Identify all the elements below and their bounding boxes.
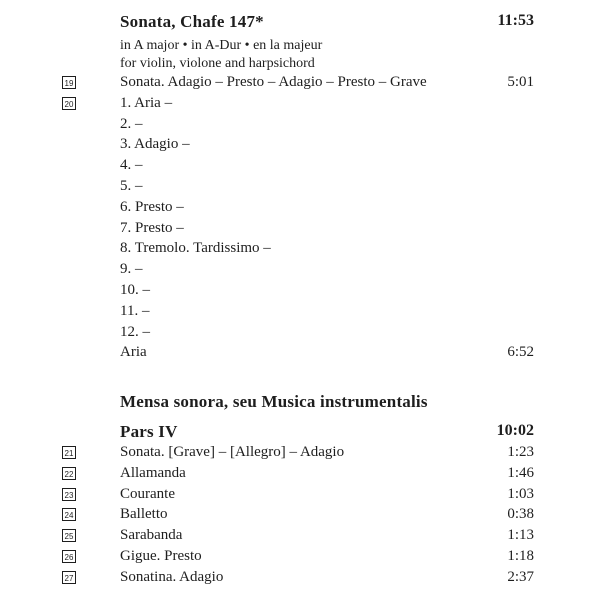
track-title: 3. Adagio – [120, 136, 190, 153]
track-title: 7. Presto – [120, 219, 184, 236]
track-title: Sonata. Adagio – Presto – Adagio – Presto – Grave [120, 74, 427, 90]
track-title: 8. Tremolo. Tardissimo – [120, 240, 271, 257]
track-duration: 5:01 [507, 74, 534, 90]
track-title: Sonatina. Adagio [120, 568, 224, 585]
track-duration: 0:38 [507, 506, 534, 523]
track-title: 6. Presto – [120, 198, 184, 215]
sonata-title: Sonata, Chafe 147* [120, 12, 264, 31]
track-row [120, 525, 534, 546]
track-duration: 1:18 [507, 548, 534, 564]
track-row [120, 442, 534, 463]
track-row [120, 342, 534, 363]
track-row [120, 504, 534, 525]
track-title: 10. – [120, 282, 150, 298]
track-number-badge: 25 [62, 529, 76, 542]
track-duration: 6:52 [507, 344, 534, 361]
track-row [120, 567, 534, 588]
pars-title: Pars IV [120, 422, 178, 441]
track-row [120, 484, 534, 505]
track-row [120, 155, 534, 176]
track-row [120, 259, 534, 280]
sonata-key: in A major • in A-Dur • en la majeur [120, 38, 323, 53]
track-title: Aria [120, 344, 147, 361]
track-title: Allamanda [120, 464, 186, 481]
pars-heading [120, 422, 534, 443]
sonata-instruments: for violin, violone and harpsichord [120, 56, 315, 71]
track-number-badge: 19 [62, 76, 76, 89]
sonata-heading [120, 12, 534, 33]
sonata-duration: 11:53 [497, 12, 534, 29]
track-duration: 1:23 [507, 444, 534, 460]
track-row [120, 134, 534, 155]
track-title: Sarabanda [120, 527, 183, 544]
track-row [120, 280, 534, 301]
track-title: 9. – [120, 261, 143, 278]
track-title: 1. Aria – [120, 94, 173, 111]
track-number-badge: 20 [62, 97, 76, 110]
track-row [120, 197, 534, 218]
mensa-title: Mensa sonora, seu Musica instrumentalis [120, 392, 428, 411]
track-row [120, 546, 534, 567]
track-title: 12. – [120, 323, 150, 340]
track-number-badge: 26 [62, 550, 76, 563]
track-number-badge: 22 [62, 467, 76, 480]
track-duration: 1:46 [507, 464, 534, 481]
track-title: Courante [120, 485, 175, 502]
track-row [120, 238, 534, 259]
track-number-badge: 24 [62, 508, 76, 521]
track-row [120, 93, 534, 114]
track-number-badge: 23 [62, 488, 76, 501]
track-title: Balletto [120, 506, 168, 523]
track-number-badge: 21 [62, 446, 76, 459]
track-row [120, 114, 534, 135]
track-title: Sonata. [Grave] – [Allegro] – Adagio [120, 444, 345, 460]
track-row [120, 176, 534, 197]
track-title: 5. – [120, 178, 143, 194]
track-row [120, 301, 534, 322]
track-title: 2. – [120, 115, 143, 132]
track-number-badge: 27 [62, 571, 76, 584]
track-title: Gigue. Presto [120, 548, 202, 564]
track-row [120, 218, 534, 239]
pars-duration: 10:02 [496, 422, 534, 439]
track-title: 11. – [120, 302, 150, 319]
track-duration: 1:03 [507, 485, 534, 502]
track-duration: 1:13 [507, 527, 534, 544]
mensa-heading [120, 392, 534, 413]
track-title: 4. – [120, 157, 143, 174]
track-row [120, 72, 534, 93]
track-duration: 2:37 [507, 568, 534, 585]
track-row [120, 322, 534, 343]
track-row [120, 463, 534, 484]
